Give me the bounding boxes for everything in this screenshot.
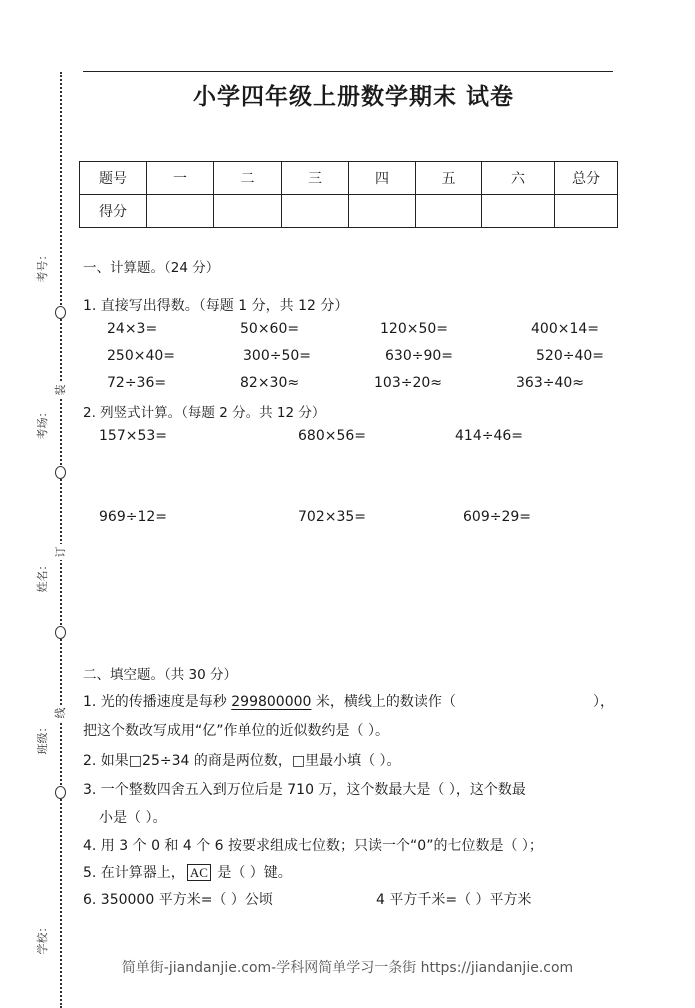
math-item: 363÷40≈ xyxy=(516,375,584,391)
math-item: 702×35= xyxy=(298,509,366,525)
class-label: 班级： xyxy=(36,721,49,755)
fill-question-1 xyxy=(83,691,618,711)
math-item: 400×14= xyxy=(531,321,599,337)
question-prompt: 1. 直接写出得数。（每题 1 分，共 12 分） xyxy=(83,298,349,314)
math-item: 630÷90= xyxy=(385,348,453,364)
page-title: 小学四年级上册数学期末 试卷 xyxy=(192,84,514,110)
math-item: 300÷50= xyxy=(243,348,311,364)
underlined-number: 299800000 xyxy=(231,694,312,710)
binding-ring-icon xyxy=(55,626,66,639)
question-prompt: 2. 列竖式计算。（每题 2 分。共 12 分） xyxy=(83,405,326,421)
score-input-cell[interactable] xyxy=(482,195,555,228)
binding-ring-icon xyxy=(55,786,66,799)
binding-dotted-line xyxy=(60,72,62,1008)
math-item: 72÷36= xyxy=(107,375,167,391)
question-text: 是（ ）键。 xyxy=(212,865,292,881)
student-name-label: 姓名： xyxy=(36,559,49,593)
table-cell: 六 xyxy=(482,162,555,195)
table-cell: 四 xyxy=(349,162,416,195)
score-input-cell[interactable] xyxy=(282,195,349,228)
math-item: 103÷20≈ xyxy=(374,375,442,391)
exam-room-label: 考场： xyxy=(36,406,49,440)
table-cell: 得分 xyxy=(80,195,147,228)
fill-question-6: 6. 350000 平方米=（ ）公顷 xyxy=(83,892,273,908)
table-cell: 三 xyxy=(282,162,349,195)
score-input-cell[interactable] xyxy=(214,195,282,228)
math-item: 250×40= xyxy=(107,348,175,364)
fill-question-3: 3. 一个整数四舍五入到万位后是 710 万，这个数最大是（ ），这个数最 xyxy=(83,782,526,798)
binding-char: 线 xyxy=(52,705,68,721)
score-input-cell[interactable] xyxy=(147,195,214,228)
math-item: 609÷29= xyxy=(463,509,531,525)
math-item: 414÷46= xyxy=(455,428,523,444)
score-input-cell[interactable] xyxy=(349,195,416,228)
table-cell: 一 xyxy=(147,162,214,195)
math-item: 120×50= xyxy=(380,321,448,337)
table-cell: 二 xyxy=(214,162,282,195)
question-text: 米，横线上的数读作（ xyxy=(311,694,456,710)
table-cell: 五 xyxy=(416,162,482,195)
score-table-score-row xyxy=(80,195,618,228)
math-item: 24×3= xyxy=(107,321,158,337)
footer-watermark: 简单街-jiandanjie.com-学科网简单学习一条街 https://jiandanjie.com xyxy=(121,960,574,976)
exam-number-label: 考号： xyxy=(36,249,49,283)
table-cell: 总分 xyxy=(555,162,618,195)
math-item: 680×56= xyxy=(298,428,366,444)
binding-ring-icon xyxy=(55,306,66,319)
score-table xyxy=(79,161,618,228)
question-text: 把这个数改写成用“亿”作单位的近似数约是（ ）。 xyxy=(83,723,389,739)
fill-question-2: 2. 如果□25÷34 的商是两位数，□里最小填（ ）。 xyxy=(83,753,401,769)
question-text: 4 平方千米=（ ）平方米 xyxy=(376,892,532,908)
section-heading: 二、填空题。（共 30 分） xyxy=(83,667,238,683)
fill-question-5 xyxy=(83,862,292,882)
math-item: 157×53= xyxy=(99,428,167,444)
score-input-cell[interactable] xyxy=(416,195,482,228)
binding-ring-icon xyxy=(55,466,66,479)
question-text: 5. 在计算器上， xyxy=(83,865,185,881)
question-text: ）， xyxy=(593,694,614,710)
binding-char: 订 xyxy=(52,544,68,560)
score-table-header-row xyxy=(80,162,618,195)
question-text: 小是（ ）。 xyxy=(99,810,167,826)
binding-char: 装 xyxy=(52,382,68,398)
question-text: 1. 光的传播速度是每秒 xyxy=(83,694,232,710)
math-item: 82×30≈ xyxy=(240,375,300,391)
table-cell: 题号 xyxy=(80,162,147,195)
score-input-cell[interactable] xyxy=(555,195,618,228)
section-heading: 一、计算题。（24 分） xyxy=(83,260,220,276)
math-item: 969÷12= xyxy=(99,509,167,525)
math-item: 520÷40= xyxy=(536,348,604,364)
fill-question-4: 4. 用 3 个 0 和 4 个 6 按要求组成七位数；只读一个“0”的七位数是（ ）； xyxy=(83,838,543,854)
school-label: 学校： xyxy=(36,921,49,955)
ac-key-icon: AC xyxy=(187,864,211,881)
math-item: 50×60= xyxy=(240,321,300,337)
header-rule xyxy=(83,71,613,72)
